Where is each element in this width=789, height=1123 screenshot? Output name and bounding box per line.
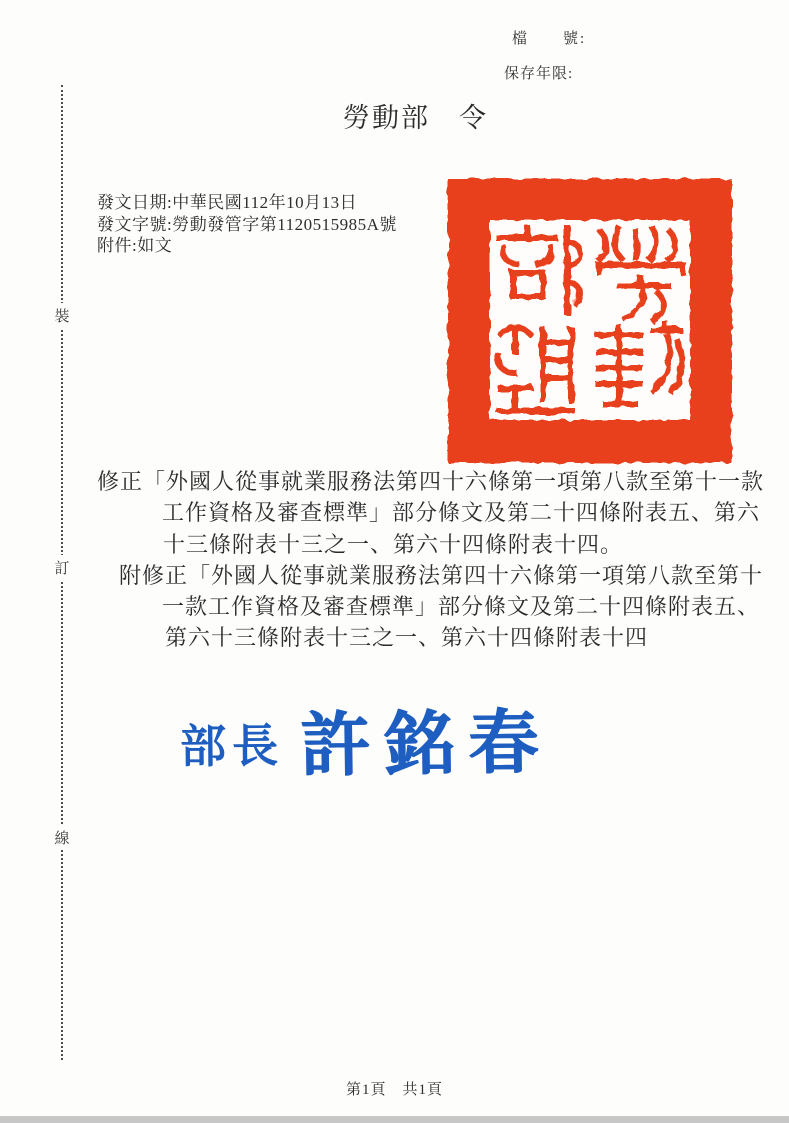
body-line: 第六十三條附表十三之一、第六十四條附表十四 bbox=[165, 625, 649, 651]
body-line: 一款工作資格及審查標準」部分條文及第二十四條附表五、 bbox=[162, 594, 761, 620]
body-line: 工作資格及審查標準」部分條文及第二十四條附表五、第六 bbox=[162, 500, 761, 526]
doc-number: 發文字號:勞動發管字第1120515985A號 bbox=[97, 214, 397, 234]
binding-char-ding: 訂 bbox=[54, 555, 70, 580]
scan-edge-bar bbox=[0, 1116, 789, 1123]
body-line: 修正「外國人從事就業服務法第四十六條第一項第八款至第十一款 bbox=[97, 469, 765, 494]
decree-body bbox=[0, 466, 789, 654]
retention-period-label: 保存年限: bbox=[504, 66, 574, 82]
attachment-note: 附件:如文 bbox=[97, 236, 173, 255]
file-number-label: 檔 號: bbox=[512, 31, 587, 47]
document-meta bbox=[97, 192, 397, 257]
body-line: 附修正「外國人從事就業服務法第四十六條第一項第八款至第十 bbox=[119, 562, 764, 588]
ministry-seal-stamp-icon bbox=[445, 176, 735, 466]
minister-signature: 許銘春 bbox=[299, 705, 553, 786]
body-line: 十三條附表十三之一、第六十四條附表十四。 bbox=[163, 531, 624, 557]
binding-char-xian: 線 bbox=[54, 825, 70, 850]
document-title: 勞動部 令 bbox=[343, 103, 488, 133]
minister-title-stamp: 部長 bbox=[179, 720, 285, 773]
binding-char-zhuang: 裝 bbox=[54, 303, 70, 328]
page-footer: 第1頁 共1頁 bbox=[345, 1082, 443, 1098]
issue-date: 發文日期:中華民國112年10月13日 bbox=[97, 193, 358, 212]
